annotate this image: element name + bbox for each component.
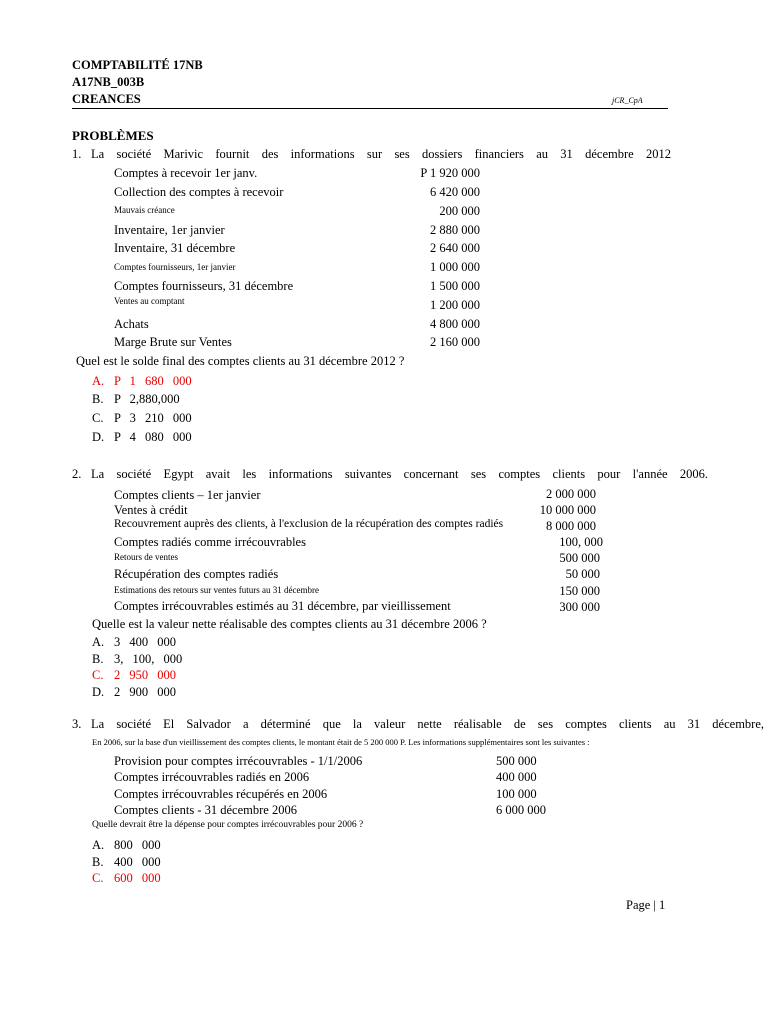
q2-prompt: Quelle est la valeur nette réalisable des comptes clients au 31 décembre 2006 ? [92,617,487,631]
q3-item-value: 6 000 000 [496,803,546,817]
q1-statement: La société Marivic fournit des informations sur ses dossiers financiers au 31 décembre 2012 [91,147,671,161]
option-text: P 4 080 000 [114,430,192,444]
q3-item-label: Comptes irrécouvrables récupérés en 2006 [114,787,328,801]
option-text: 800 000 [114,838,161,852]
q2-item-value: 8 000 000 [546,519,596,533]
q1-item-label: Marge Brute sur Ventes [114,335,232,349]
q1-item-label: Comptes fournisseurs, 31 décembre [114,279,294,293]
chapter-title: CREANCES [72,92,141,106]
q1-item-value: 6 420 000 [430,185,480,199]
q1-item-label: Collection des comptes à recevoir [114,185,284,199]
q2-item-label: Comptes radiés comme irrécouvrables [114,535,306,549]
q1-item-value: 1 000 000 [430,260,480,274]
option-text: P 2,880,000 [114,392,180,406]
option-letter: B. [92,855,104,869]
q1-item-value: 1 500 000 [430,279,480,293]
q1-item-label: Mauvais créance [114,205,175,215]
option-letter: B. [92,392,104,406]
option-text: 600 000 [114,871,161,885]
q1-item-value: 2 160 000 [430,335,480,349]
q2-item-label: Comptes irrécouvrables estimés au 31 décembre, par vieillissement [114,599,451,613]
q1-option-c [92,411,192,426]
option-letter: A. [92,838,105,852]
q3-item-label: Provision pour comptes irrécouvrables - 1/1/2006 [114,754,363,768]
option-text: P 3 210 000 [114,411,192,425]
q3-item-value: 400 000 [496,770,537,784]
q1-item-value: P 1 920 000 [420,166,480,180]
q2-item-label: Comptes clients – 1er janvier [114,488,261,502]
author-signature: jCR_CpA [612,96,643,105]
course-code: A17NB_003B [72,75,145,89]
course-title: COMPTABILITÉ 17NB [72,58,203,72]
q2-option-d [92,685,176,700]
q1-option-b [92,392,180,407]
option-letter: A. [92,635,105,649]
option-letter: D. [92,685,105,699]
q1-item-label: Achats [114,317,149,331]
q2-item-label: Estimations des retours sur ventes futurs au 31 décembre [114,585,319,595]
q1-item-value: 2 640 000 [430,241,480,255]
q1-item-value: 2 880 000 [430,223,480,237]
option-text: P 1 680 000 [114,374,192,388]
q3-option-b [92,855,161,870]
q1-item-value: 4 800 000 [430,317,480,331]
q3-item-label: Comptes irrécouvrables radiés en 2006 [114,770,310,784]
q3-prompt: Quelle devrait être la dépense pour comptes irrécouvrables pour 2006 ? [92,820,364,830]
q2-item-value: 500 000 [559,551,600,565]
q1-item-value: 1 200 000 [430,298,480,312]
option-letter: C. [92,668,104,682]
q2-item-value: 300 000 [559,600,600,614]
page-number: Page | 1 [626,898,666,912]
q1-option-d [92,430,192,445]
q1-item-label: Ventes au comptant [114,296,185,306]
option-text: 2 900 000 [114,685,176,699]
q1-item-label: Comptes fournisseurs, 1er janvier [114,262,236,272]
q1-item-value: 200 000 [439,204,480,218]
q2-item-value: 150 000 [559,584,600,598]
q2-item-value: 50 000 [565,567,600,581]
option-text: 3 400 000 [114,635,176,649]
q3-statement-continued: En 2006, sur la base d'un vieillissement des comptes clients, le montant était de 5 200 000 P. Les informations supplémentaires sont les suivantes : [92,737,590,747]
option-text: 400 000 [114,855,161,869]
q1-prompt: Quel est le solde final des comptes clients au 31 décembre 2012 ? [76,354,405,368]
option-text: 3, 100, 000 [114,652,183,666]
option-letter: C. [92,871,104,885]
option-letter: D. [92,430,105,444]
q3-option-c [92,871,161,886]
q1-option-a [92,374,192,389]
q3-item-value: 500 000 [496,754,537,768]
q2-item-value: 10 000 000 [539,503,596,517]
q2-item-label: Récupération des comptes radiés [114,567,279,581]
section-title: PROBLÈMES [72,128,154,143]
q2-item-label: Ventes à crédit [114,503,188,517]
q2-option-c [92,668,176,683]
q2-item-label: Retours de ventes [114,552,178,562]
option-text: 2 950 000 [114,668,176,682]
q3-item-label: Comptes clients - 31 décembre 2006 [114,803,297,817]
option-letter: C. [92,411,104,425]
q2-number: 2. [72,467,82,481]
option-letter: B. [92,652,104,666]
q2-option-a [92,635,176,650]
q2-item-value: 2 000 000 [546,487,596,501]
q3-item-value: 100 000 [496,787,537,801]
q3-statement: La société El Salvador a déterminé que la valeur nette réalisable de ses comptes clients au 31 décembre, [91,717,764,731]
q1-item-label: Comptes à recevoir 1er janv. [114,166,258,180]
q2-item-value: 100, 000 [559,535,603,549]
q2-option-b [92,652,182,667]
q3-number: 3. [72,717,82,731]
header-rule [72,108,668,109]
q1-number: 1. [72,147,82,161]
q1-item-label: Inventaire, 1er janvier [114,223,225,237]
q1-item-label: Inventaire, 31 décembre [114,241,236,255]
q3-option-a [92,838,161,853]
q2-item-label: Recouvrement auprès des clients, à l'exclusion de la récupération des comptes radiés [114,518,504,530]
q2-statement: La société Egypt avait les informations suivantes concernant ses comptes clients pour l'année 2006. [91,467,708,481]
option-letter: A. [92,374,105,388]
